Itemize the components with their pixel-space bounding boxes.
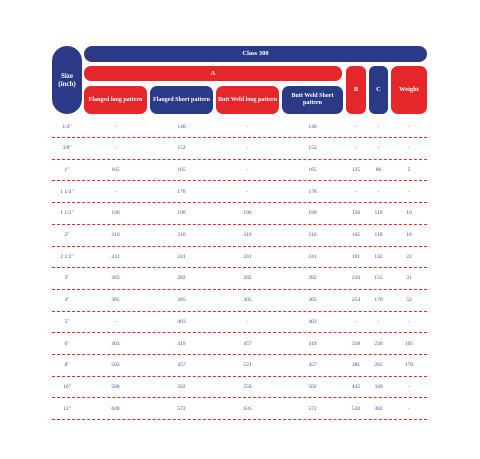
b-cell: 165 xyxy=(351,232,361,238)
weight-header xyxy=(391,66,427,114)
size-cell: 3/8" xyxy=(62,145,72,152)
weight-cell: - xyxy=(408,318,410,325)
flanged-long-label: Flanged long pattern xyxy=(88,96,143,103)
b-cell: - xyxy=(355,145,357,152)
b-cell: 318 xyxy=(351,340,361,347)
c-cell: 155 xyxy=(374,275,383,282)
buttweld-long-cell: 457 xyxy=(243,340,252,347)
flanged-long-cell: 305 xyxy=(111,297,120,304)
flanged-long-cell: 648 xyxy=(111,405,120,412)
table-row xyxy=(52,116,427,138)
size-cell: 1 1/4" xyxy=(60,188,74,195)
buttweld-short-cell: 572 xyxy=(308,405,317,412)
flanged-short-cell: 152 xyxy=(177,145,186,152)
flanged-short-cell: 190 xyxy=(177,210,186,217)
table-row xyxy=(52,290,427,312)
flanged-long-cell: - xyxy=(114,123,117,130)
c-cell: - xyxy=(377,145,380,152)
flanged-long-header xyxy=(84,86,147,114)
dimension-a-header xyxy=(84,66,342,81)
weight-cell: 105 xyxy=(404,340,414,347)
buttweld-long-label: Butt Weld long pattern xyxy=(217,96,278,103)
buttweld-long-cell: 241 xyxy=(243,253,252,260)
flanged-short-cell: 572 xyxy=(177,405,186,412)
dimension-c-header xyxy=(369,66,388,114)
size-header-label: Size (inch) xyxy=(58,71,76,88)
table-row xyxy=(52,376,427,398)
table-row xyxy=(52,138,427,160)
dimension-b-label: B xyxy=(353,86,359,94)
table-row xyxy=(52,398,427,420)
weight-header-label: Weight xyxy=(399,86,419,94)
buttweld-long-cell: - xyxy=(246,145,249,152)
table-row xyxy=(52,225,427,247)
c-cell: 110 xyxy=(374,210,383,217)
b-cell: - xyxy=(355,318,357,325)
table-row xyxy=(52,159,427,181)
flanged-short-cell: 140 xyxy=(177,123,186,130)
flanged-short-label: Flanged Short pattern xyxy=(153,96,210,103)
buttweld-long-cell: - xyxy=(246,318,249,325)
flanged-long-cell: 502 xyxy=(111,362,120,369)
flanged-long-cell: 190 xyxy=(111,210,120,217)
b-cell: 210 xyxy=(351,275,361,282)
flanged-long-cell: 403 xyxy=(111,340,120,347)
b-cell: 156 xyxy=(351,210,361,217)
weight-cell: 5 xyxy=(407,166,411,173)
flanged-short-cell: 282 xyxy=(177,275,186,282)
flanged-long-cell: - xyxy=(114,145,117,152)
buttweld-short-cell: 165 xyxy=(308,166,317,173)
buttweld-short-cell: 502 xyxy=(308,383,317,390)
weight-cell: 52 xyxy=(406,297,412,304)
weight-cell: - xyxy=(408,383,410,390)
c-cell: 382 xyxy=(374,405,383,412)
buttweld-short-cell: 305 xyxy=(308,297,317,304)
size-cell: 1/4" xyxy=(62,123,72,130)
dimension-b-header xyxy=(346,66,366,114)
flanged-short-cell: 403 xyxy=(177,318,186,325)
table-row xyxy=(52,268,427,290)
b-cell: 254 xyxy=(351,297,361,304)
buttweld-short-cell: 178 xyxy=(308,188,317,195)
size-cell: 2 1/2" xyxy=(60,253,74,260)
weight-cell: - xyxy=(408,145,410,152)
buttweld-long-cell: 559 xyxy=(243,383,252,390)
flanged-short-cell: 305 xyxy=(177,297,186,304)
flanged-long-cell: 165 xyxy=(111,166,120,173)
flanged-long-cell: 241 xyxy=(111,253,120,260)
b-cell: 191 xyxy=(351,253,361,260)
flanged-short-header xyxy=(150,86,213,114)
flanged-long-cell: 216 xyxy=(111,232,120,238)
class-header-label: Class 300 xyxy=(242,50,269,58)
b-cell: 520 xyxy=(351,405,361,412)
dimension-a-label: A xyxy=(210,69,216,77)
buttweld-long-cell: - xyxy=(246,123,249,130)
flanged-short-cell: 241 xyxy=(177,253,186,260)
buttweld-short-header xyxy=(282,86,343,114)
size-cell: 8" xyxy=(64,362,70,369)
flanged-short-cell: 457 xyxy=(177,362,186,369)
c-cell: 142 xyxy=(374,253,383,260)
c-cell: 265 xyxy=(374,362,383,369)
table-row xyxy=(52,246,427,268)
b-cell: 381 xyxy=(351,362,361,369)
c-cell: 236 xyxy=(374,340,383,347)
flanged-short-cell: 178 xyxy=(177,188,186,195)
b-cell: - xyxy=(355,123,357,130)
buttweld-short-cell: 419 xyxy=(308,340,317,347)
c-cell: 170 xyxy=(374,297,383,304)
weight-cell: - xyxy=(408,405,410,412)
buttweld-long-cell: 190 xyxy=(243,210,252,217)
flanged-short-cell: 419 xyxy=(177,340,186,347)
size-cell: 4" xyxy=(64,297,70,304)
buttweld-long-cell: 216 xyxy=(243,232,252,238)
c-cell: 118 xyxy=(374,232,383,238)
buttweld-short-cell: 241 xyxy=(308,253,317,260)
b-cell: 125 xyxy=(351,166,361,173)
size-column-header xyxy=(52,46,82,114)
table-row xyxy=(52,333,427,355)
buttweld-short-cell: 140 xyxy=(308,123,317,130)
flanged-long-cell: 283 xyxy=(111,275,120,282)
weight-cell: 10 xyxy=(406,210,412,217)
size-cell: 1" xyxy=(64,166,70,173)
size-cell: 3" xyxy=(64,275,70,282)
size-cell: 6" xyxy=(64,340,70,347)
size-cell: 2" xyxy=(64,232,70,238)
buttweld-long-cell: - xyxy=(246,166,249,173)
buttweld-long-cell: 521 xyxy=(243,362,252,369)
weight-cell: - xyxy=(408,188,410,195)
weight-cell: - xyxy=(408,123,410,130)
class-header xyxy=(84,46,427,62)
flanged-short-cell: 216 xyxy=(177,232,186,238)
buttweld-long-cell: 305 xyxy=(243,297,252,304)
size-cell: 12" xyxy=(63,405,71,412)
c-cell: - xyxy=(377,123,380,130)
size-cell: 10" xyxy=(63,383,71,390)
flanged-long-cell: - xyxy=(114,318,117,325)
flanged-short-cell: 165 xyxy=(177,166,186,173)
buttweld-long-header xyxy=(216,86,279,114)
buttweld-long-cell: 635 xyxy=(243,405,252,412)
buttweld-short-cell: 152 xyxy=(308,145,317,152)
table-row xyxy=(52,203,427,225)
weight-cell: 31 xyxy=(406,275,412,282)
buttweld-short-cell: 282 xyxy=(308,275,317,282)
flanged-short-cell: 502 xyxy=(177,383,186,390)
size-cell: 5" xyxy=(64,318,70,325)
flanged-long-cell: 568 xyxy=(111,383,120,390)
c-cell: 86 xyxy=(375,166,382,173)
c-cell: - xyxy=(377,318,380,325)
weight-cell: 170 xyxy=(404,362,414,369)
dimension-c-label: C xyxy=(376,86,381,94)
table-row xyxy=(52,181,427,203)
buttweld-short-cell: 403 xyxy=(308,318,317,325)
c-cell: 340 xyxy=(374,383,383,390)
buttweld-short-cell: 190 xyxy=(308,210,317,217)
b-cell: - xyxy=(355,188,357,195)
buttweld-short-cell: 457 xyxy=(308,362,317,369)
table-row xyxy=(52,355,427,377)
buttweld-long-cell: 282 xyxy=(243,275,252,282)
buttweld-short-cell: 216 xyxy=(308,232,317,238)
table-row xyxy=(52,311,427,333)
buttweld-short-label: Butt Weld Short pattern xyxy=(291,93,334,106)
weight-cell: 22 xyxy=(406,253,412,260)
weight-cell: 16 xyxy=(406,232,412,238)
size-cell: 1 1/2" xyxy=(60,210,74,217)
flanged-long-cell: - xyxy=(114,188,117,195)
b-cell: 445 xyxy=(351,383,361,390)
buttweld-long-cell: - xyxy=(246,188,249,195)
c-cell: - xyxy=(377,188,380,195)
